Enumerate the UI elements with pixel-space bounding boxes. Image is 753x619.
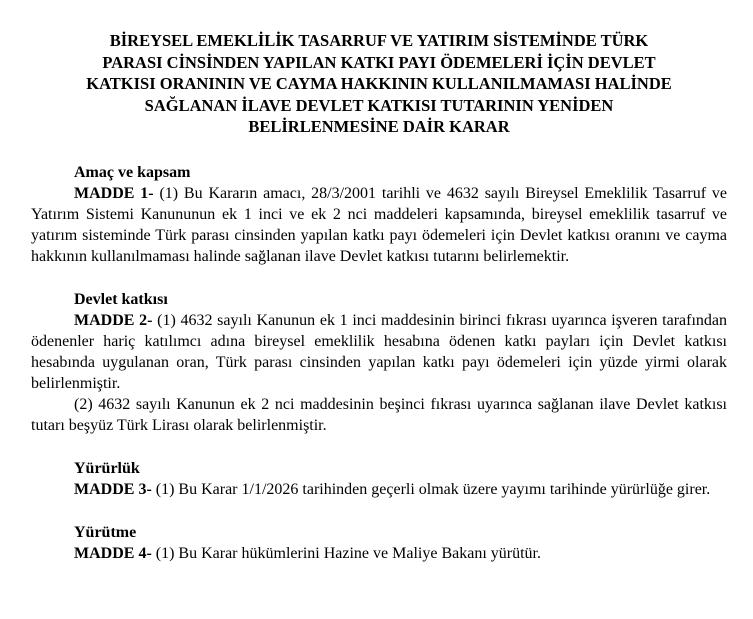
article-paragraph	[31, 183, 727, 267]
article-paragraph	[31, 310, 727, 394]
section-heading: Amaç ve kapsam	[74, 163, 191, 181]
section-heading: Devlet katkısı	[74, 290, 168, 308]
title-line: BİREYSEL EMEKLİLİK TASARRUF VE YATIRIM SİSTEMİNDE TÜRK	[109, 31, 649, 50]
title-line: SAĞLANAN İLAVE DEVLET KATKISI TUTARININ YENİDEN	[144, 95, 614, 115]
article-number: MADDE 3-	[74, 480, 152, 498]
title-line: KATKISI ORANININ VE CAYMA HAKKININ KULLANILMAMASI HALİNDE	[86, 74, 672, 93]
article-paragraph	[31, 394, 727, 436]
article-text: (1) Bu Karar hükümlerini Hazine ve Maliye Bakanı yürütür.	[151, 544, 541, 562]
section-yururluk	[31, 458, 727, 500]
article-paragraph	[31, 479, 727, 500]
article-number: MADDE 4-	[74, 544, 152, 562]
title-line: PARASI CİNSİNDEN YAPILAN KATKI PAYI ÖDEMELERİ İÇİN DEVLET	[102, 52, 656, 72]
article-number: MADDE 2-	[74, 311, 153, 329]
section-devlet-katkisi	[31, 289, 727, 436]
section-heading: Yürütme	[74, 523, 137, 541]
article-text: (1) Bu Kararın amacı, 28/3/2001 tarihli ve 4632 sayılı Bireysel Emeklilik Tasarruf ve Yatırım Sistemi Kanununun ek 1 inci ve ek 2 nci maddeleri kapsamında, bireysel emeklilik tasarruf ve yatırım sisteminde Türk parası cinsinden yapılan katkı payı ödemeleri için Devlet katkısı oranını ve cayma hakkının kullanılmaması halinde sağlanan ilave Devlet katkısı tutarını belirlemektir.	[31, 184, 728, 265]
article-paragraph	[31, 543, 727, 564]
article-number: MADDE 1-	[74, 184, 154, 202]
section-yurutme	[31, 522, 727, 564]
article-text: (2) 4632 sayılı Kanunun ek 2 nci maddesinin beşinci fıkrası uyarınca sağlanan ilave Devlet katkısı tutarı beşyüz Türk Lirası olarak belirlenmiştir.	[31, 395, 727, 434]
document-title	[31, 30, 727, 138]
section-heading: Yürürlük	[74, 459, 140, 477]
section-amac-ve-kapsam	[31, 162, 727, 267]
title-line: BELİRLENMESİNE DAİR KARAR	[248, 117, 510, 136]
article-text: (1) 4632 sayılı Kanunun ek 1 inci maddesinin birinci fıkrası uyarınca işveren tarafından ödenenler hariç katılımcı adına bireysel emeklilik hesabına ödenen katkı payları için Devlet katkısı hesabında uygulanan oran, Türk parası cinsinden yapılan katkı payı ödemeleri için yüzde yirmi olarak belirlenmiştir.	[31, 311, 727, 392]
article-text: (1) Bu Karar 1/1/2026 tarihinden geçerli olmak üzere yayımı tarihinde yürürlüğe girer.	[151, 480, 711, 498]
